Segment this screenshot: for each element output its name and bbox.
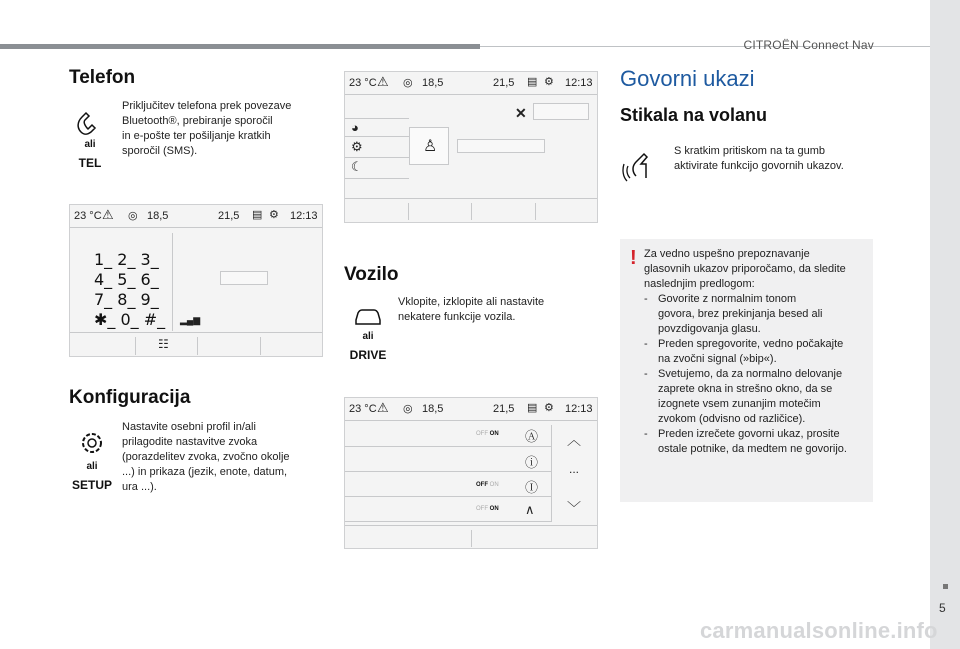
lane-icon[interactable]: ∧ xyxy=(525,502,535,517)
settings-status-icon: ⚙ xyxy=(544,402,554,414)
setup-or: ali xyxy=(86,461,98,472)
keypad-icon[interactable]: ☷ xyxy=(158,337,169,351)
toggle-1[interactable]: OFF ON xyxy=(476,431,499,437)
vozilo-text: Vklopite, izklopite ali nastavite nekatere funkcije vozila. xyxy=(398,296,545,323)
tel-button-label: TEL xyxy=(78,156,102,170)
tel-or: ali xyxy=(84,139,96,150)
govorni-text: S kratkim pritiskom na ta gumb aktivirate funkcijo govornih ukazov. xyxy=(674,145,844,172)
brand-label: CITROËN Connect Nav xyxy=(743,38,874,52)
konfiguracija-text: Nastavite osebni profil in/ali prilagodite nastavitve zvoka (porazdelitev zvoka, zvočno okolje ...) in prikaza (jezik, enote, datum, ura ...). xyxy=(122,421,290,493)
phone-status-icon: ▤ xyxy=(527,76,538,88)
info-icon[interactable]: ⓘ xyxy=(525,455,539,470)
profile-icon: ♙ xyxy=(423,138,438,155)
side-strip xyxy=(930,0,960,649)
voice-command-icon xyxy=(622,148,662,184)
auto-lights-icon[interactable]: Ⓐ xyxy=(525,429,539,444)
drive-ellipsis: ... xyxy=(569,462,580,476)
continue-marker xyxy=(943,584,948,589)
setup-button-label: SETUP xyxy=(71,478,112,492)
keypad[interactable]: 1_ 2_ 3_ 4_ 5_ 6_ 7_ 8_ 9_ ✱_ 0_ #_ xyxy=(94,250,166,329)
signal-icon: ▂▄▆ xyxy=(180,315,201,325)
scroll-down-icon[interactable]: ﹀ xyxy=(567,500,581,516)
toggle-2[interactable]: OFF ON xyxy=(476,482,499,488)
setup-screen xyxy=(344,71,598,223)
status-bar: 23 °C ⚠ ◎ 18,5 21,5 ▤ ⚙ 12:13 xyxy=(349,400,593,415)
tyre-icon[interactable]: Ⓘ xyxy=(525,480,539,495)
warning-icon: ⚠ xyxy=(377,74,389,89)
nav-icon: ◎ xyxy=(128,210,138,222)
drive-icon-group xyxy=(344,304,392,362)
toggle-3[interactable]: OFF ON xyxy=(476,506,499,512)
telefon-title: Telefon xyxy=(69,67,136,88)
nav-icon: ◎ xyxy=(403,77,413,89)
phone-icon xyxy=(75,108,105,136)
status-bar: 23 °C ⚠ ◎ 18,5 21,5 ▤ ⚙ 12:13 xyxy=(74,207,318,222)
vozilo-title: Vozilo xyxy=(344,264,399,285)
phone-status-icon: ▤ xyxy=(252,209,263,221)
close-icon[interactable]: ✕ xyxy=(515,105,527,121)
tel-icon-group xyxy=(68,108,112,170)
settings-status-icon: ⚙ xyxy=(269,209,279,221)
telefon-text: Priključitev telefona prek povezave Bluetooth®, prebiranje sporočil in e-pošte ter pošiljanje kratkih sporočil (SMS). xyxy=(122,100,292,157)
warning-icon: ⚠ xyxy=(377,400,389,415)
audio-settings-icon[interactable]: ⚙ xyxy=(351,139,363,154)
govorni-subtitle: Stikala na volanu xyxy=(620,105,768,125)
settings-status-icon: ⚙ xyxy=(544,76,554,88)
voice-tips-text: Za vedno uspešno prepoznavanje glasovnih ukazov priporočamo, da sledite naslednjim predlogom: - Govorite z normalnim tonom govora, brez prekinjanja besed ali povzdigovanja glasu. - Preden spregovorite, vedno počakajte na zvočni signal (»bip«). - Svetujemo, da za normalno delovanje zaprete okna in strešno okno, da se izognete vsem zunanjim motečim zvokom (odvisno od različice). - Preden izrečete govorni ukaz, prosite ostale potnike, da medtem ne govorijo. xyxy=(644,248,847,455)
page-number: 5 xyxy=(939,601,946,615)
konfiguracija-title: Konfiguracija xyxy=(69,387,191,408)
scroll-up-icon[interactable]: ︿ xyxy=(567,432,581,448)
warning-icon: ⚠ xyxy=(102,207,114,222)
watermark: carmanualsonline.info xyxy=(700,618,938,643)
drive-or: ali xyxy=(362,331,374,342)
car-icon xyxy=(352,304,384,328)
warning-mark: ! xyxy=(630,247,637,269)
gear-icon xyxy=(77,428,107,458)
voice-tips-note xyxy=(620,239,873,502)
moon-icon[interactable]: ☾ xyxy=(351,159,363,174)
govorni-title: Govorni ukazi xyxy=(620,66,755,91)
status-bar: 23 °C ⚠ ◎ 18,5 21,5 ▤ ⚙ 12:13 xyxy=(349,74,593,89)
phone-status-icon: ▤ xyxy=(527,402,538,414)
setup-icon-group xyxy=(66,428,118,492)
header-rule xyxy=(0,44,480,49)
drive-button-label: DRIVE xyxy=(349,348,387,362)
nav-icon: ◎ xyxy=(403,403,413,415)
palette-icon[interactable]: ◕ xyxy=(351,120,359,135)
drive-screen xyxy=(344,397,598,549)
